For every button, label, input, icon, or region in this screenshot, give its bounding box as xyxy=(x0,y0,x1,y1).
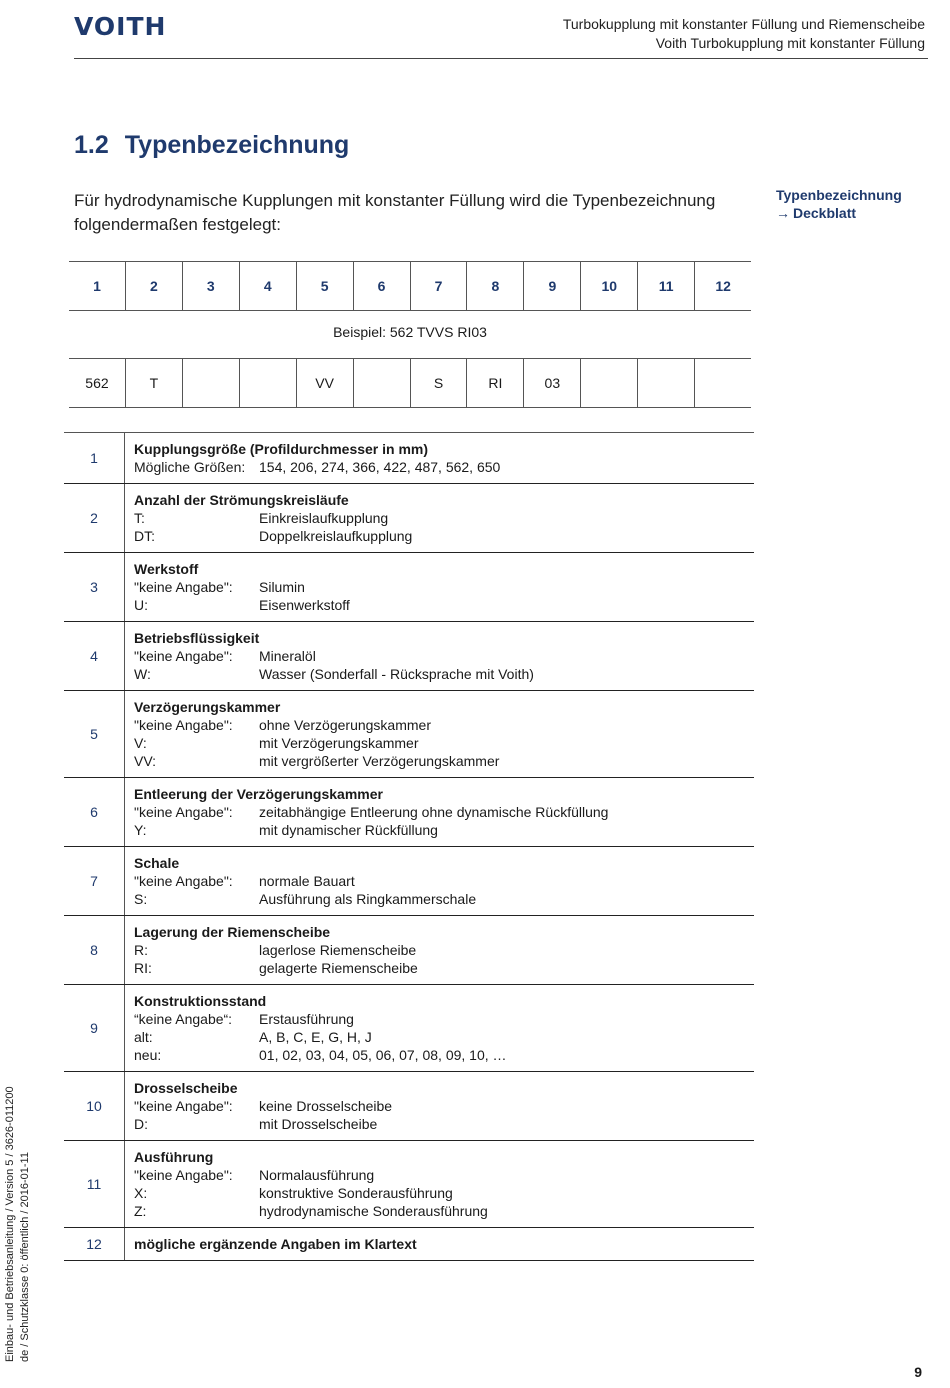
option-description: Erstausführung xyxy=(259,1011,354,1027)
table-row xyxy=(64,985,754,1072)
row-number: 11 xyxy=(64,1141,125,1227)
option-line xyxy=(134,647,754,665)
option-description: hydrodynamische Sonderausführung xyxy=(259,1203,488,1219)
option-description: Doppelkreislaufkupplung xyxy=(259,528,413,544)
option-code: Y: xyxy=(134,822,147,838)
table-row xyxy=(64,778,754,847)
row-number: 4 xyxy=(64,622,125,690)
option-code: "keine Angabe": xyxy=(134,717,233,733)
option-description: Ausführung als Ringkammerschale xyxy=(259,891,477,907)
example-value-cell: 562 xyxy=(85,375,109,391)
option-description: Mineralöl xyxy=(259,648,316,664)
footer-line-1: Einbau- und Betriebsanleitung / Version 5 / 3626-011200 xyxy=(4,1086,16,1362)
example-value-cell xyxy=(353,359,410,407)
table-row xyxy=(64,622,754,691)
table-row xyxy=(64,1072,754,1141)
option-code: “keine Angabe“: xyxy=(134,1011,233,1027)
position-number-cell: 10 xyxy=(580,262,637,310)
option-description: Wasser (Sonderfall - Rücksprache mit Voith) xyxy=(259,666,534,682)
option-description: mit Drosselscheibe xyxy=(259,1116,378,1132)
margin-note-title: Typenbezeichnung xyxy=(776,187,902,203)
option-line xyxy=(134,1010,754,1028)
table-row xyxy=(64,691,754,778)
row-number: 2 xyxy=(64,484,125,552)
option-code: "keine Angabe": xyxy=(134,804,233,820)
position-number-cell: 1 xyxy=(93,278,101,294)
row-title: Schale xyxy=(134,855,180,871)
row-content xyxy=(125,985,754,1071)
position-number-cell: 4 xyxy=(239,262,296,310)
option-line xyxy=(134,872,754,890)
option-code: Mögliche Größen: xyxy=(134,459,246,475)
type-designation-table xyxy=(64,432,754,1261)
row-title: Betriebsflüssigkeit xyxy=(134,630,260,646)
row-number: 5 xyxy=(64,691,125,777)
option-line xyxy=(134,578,754,596)
option-code: DT: xyxy=(134,528,155,544)
option-code: RI: xyxy=(134,960,152,976)
row-title: Kupplungsgröße (Profildurchmesser in mm) xyxy=(134,441,429,457)
position-number-cell: 11 xyxy=(637,262,694,310)
position-number-cell: 12 xyxy=(694,262,751,310)
option-line xyxy=(134,527,754,545)
row-number: 1 xyxy=(64,433,125,483)
option-description: normale Bauart xyxy=(259,873,355,889)
example-value-row xyxy=(69,358,751,408)
option-description: 01, 02, 03, 04, 05, 06, 07, 08, 09, 10, … xyxy=(259,1047,507,1063)
option-description: lagerlose Riemenscheibe xyxy=(259,942,417,958)
position-number-cell: 5 xyxy=(296,262,353,310)
row-content xyxy=(125,691,754,777)
option-description: 154, 206, 274, 366, 422, 487, 562, 650 xyxy=(259,459,501,475)
option-description: A, B, C, E, G, H, J xyxy=(259,1029,372,1045)
option-code: W: xyxy=(134,666,151,682)
example-value-cell xyxy=(694,359,751,407)
position-number-cell: 7 xyxy=(410,262,467,310)
option-line xyxy=(134,596,754,614)
option-description: mit vergrößerter Verzögerungskammer xyxy=(259,753,500,769)
option-line xyxy=(134,1202,754,1220)
row-content xyxy=(125,1072,754,1140)
option-line xyxy=(134,941,754,959)
row-title: Entleerung der Verzögerungskammer xyxy=(134,786,383,802)
option-line xyxy=(134,890,754,908)
row-title: Konstruktionsstand xyxy=(134,993,267,1009)
option-description: Einkreislaufkupplung xyxy=(259,510,389,526)
row-content xyxy=(125,778,754,846)
intro-paragraph: Für hydrodynamische Kupplungen mit konstanter Füllung wird die Typenbezeichnung folgendermaßen festgelegt: xyxy=(74,191,716,234)
voith-logo: VOITH xyxy=(74,12,167,41)
option-line xyxy=(134,1166,754,1184)
table-row xyxy=(64,1141,754,1228)
row-title: mögliche ergänzende Angaben im Klartext xyxy=(134,1236,417,1252)
option-code: "keine Angabe": xyxy=(134,1098,233,1114)
position-number-cell: 9 xyxy=(523,262,580,310)
row-title: Anzahl der Strömungskreisläufe xyxy=(134,492,349,508)
row-content xyxy=(125,916,754,984)
table-row xyxy=(64,847,754,916)
footer-line-2: de / Schutzklasse 0: öffentlich / 2016-01-11 xyxy=(19,1152,31,1362)
example-label: Beispiel: 562 TVVS RI03 xyxy=(333,324,487,340)
row-number: 12 xyxy=(64,1228,125,1260)
option-code: VV: xyxy=(134,753,157,769)
table-row xyxy=(64,916,754,985)
option-description: Silumin xyxy=(259,579,305,595)
option-line xyxy=(134,734,754,752)
position-number-cell: 3 xyxy=(182,262,239,310)
page-number: 9 xyxy=(914,1364,922,1380)
example-value-cell: VV xyxy=(296,359,353,407)
option-code: U: xyxy=(134,597,148,613)
option-line xyxy=(134,1184,754,1202)
option-line xyxy=(134,959,754,977)
row-number: 7 xyxy=(64,847,125,915)
option-description: mit Verzögerungskammer xyxy=(259,735,419,751)
example-value-cell: S xyxy=(410,359,467,407)
option-code: X: xyxy=(134,1185,148,1201)
position-number-cell: 6 xyxy=(353,262,410,310)
example-value-cell xyxy=(580,359,637,407)
header-divider xyxy=(74,58,928,59)
option-code: S: xyxy=(134,891,148,907)
section-heading: Typenbezeichnung xyxy=(124,131,350,159)
option-line xyxy=(134,821,754,839)
row-number: 6 xyxy=(64,778,125,846)
option-line xyxy=(134,458,754,476)
row-content xyxy=(125,1228,754,1260)
section-number: 1.2 xyxy=(74,131,109,159)
row-content xyxy=(125,553,754,621)
row-title: Ausführung xyxy=(134,1149,214,1165)
row-number: 10 xyxy=(64,1072,125,1140)
position-number-row xyxy=(69,261,751,311)
row-content xyxy=(125,622,754,690)
option-code: R: xyxy=(134,942,148,958)
table-row xyxy=(64,553,754,622)
option-code: alt: xyxy=(134,1029,153,1045)
arrow-right-icon: → xyxy=(776,205,790,221)
option-code: T: xyxy=(134,510,145,526)
header-line-1: Turbokupplung mit konstanter Füllung und Riemenscheibe xyxy=(562,16,925,32)
option-description: konstruktive Sonderausführung xyxy=(259,1185,453,1201)
row-title: Drosselscheibe xyxy=(134,1080,238,1096)
option-code: "keine Angabe": xyxy=(134,648,233,664)
option-description: mit dynamischer Rückfüllung xyxy=(259,822,438,838)
option-line xyxy=(134,665,754,683)
option-code: "keine Angabe": xyxy=(134,873,233,889)
option-line xyxy=(134,509,754,527)
option-description: Eisenwerkstoff xyxy=(259,597,350,613)
row-number: 9 xyxy=(64,985,125,1071)
row-content xyxy=(125,433,754,483)
row-number: 3 xyxy=(64,553,125,621)
example-value-cell: 03 xyxy=(523,359,580,407)
row-content xyxy=(125,847,754,915)
margin-note[interactable] xyxy=(776,186,902,222)
example-value-cell: T xyxy=(125,359,182,407)
option-description: zeitabhängige Entleerung ohne dynamische Rückfüllung xyxy=(259,804,609,820)
section-title xyxy=(74,131,349,160)
option-code: D: xyxy=(134,1116,148,1132)
row-title: Werkstoff xyxy=(134,561,199,577)
row-content xyxy=(125,1141,754,1227)
option-description: ohne Verzögerungskammer xyxy=(259,717,431,733)
option-description: Normalausführung xyxy=(259,1167,375,1183)
option-line xyxy=(134,1097,754,1115)
table-row xyxy=(64,484,754,553)
example-value-cell: RI xyxy=(466,359,523,407)
position-number-cell: 8 xyxy=(466,262,523,310)
example-value-cell xyxy=(182,359,239,407)
example-value-cell xyxy=(239,359,296,407)
option-description: keine Drosselscheibe xyxy=(259,1098,393,1114)
option-line xyxy=(134,1028,754,1046)
example-value-cell xyxy=(637,359,694,407)
option-line xyxy=(134,716,754,734)
option-line xyxy=(134,752,754,770)
option-line xyxy=(134,1115,754,1133)
option-description: gelagerte Riemenscheibe xyxy=(259,960,418,976)
table-row xyxy=(64,1228,754,1261)
header-line-2: Voith Turbokupplung mit konstanter Füllung xyxy=(655,35,925,51)
option-line xyxy=(134,803,754,821)
row-number: 8 xyxy=(64,916,125,984)
option-code: neu: xyxy=(134,1047,162,1063)
document-header xyxy=(563,15,925,53)
option-code: V: xyxy=(134,735,147,751)
row-title: Lagerung der Riemenscheibe xyxy=(134,924,331,940)
row-content xyxy=(125,484,754,552)
deckblatt-link[interactable]: Deckblatt xyxy=(793,205,857,221)
table-row xyxy=(64,433,754,484)
option-code: "keine Angabe": xyxy=(134,1167,233,1183)
document-footer-vertical xyxy=(3,1086,33,1362)
option-line xyxy=(134,1046,754,1064)
option-code: Z: xyxy=(134,1203,147,1219)
row-title: Verzögerungskammer xyxy=(134,699,281,715)
option-code: "keine Angabe": xyxy=(134,579,233,595)
position-number-cell: 2 xyxy=(125,262,182,310)
